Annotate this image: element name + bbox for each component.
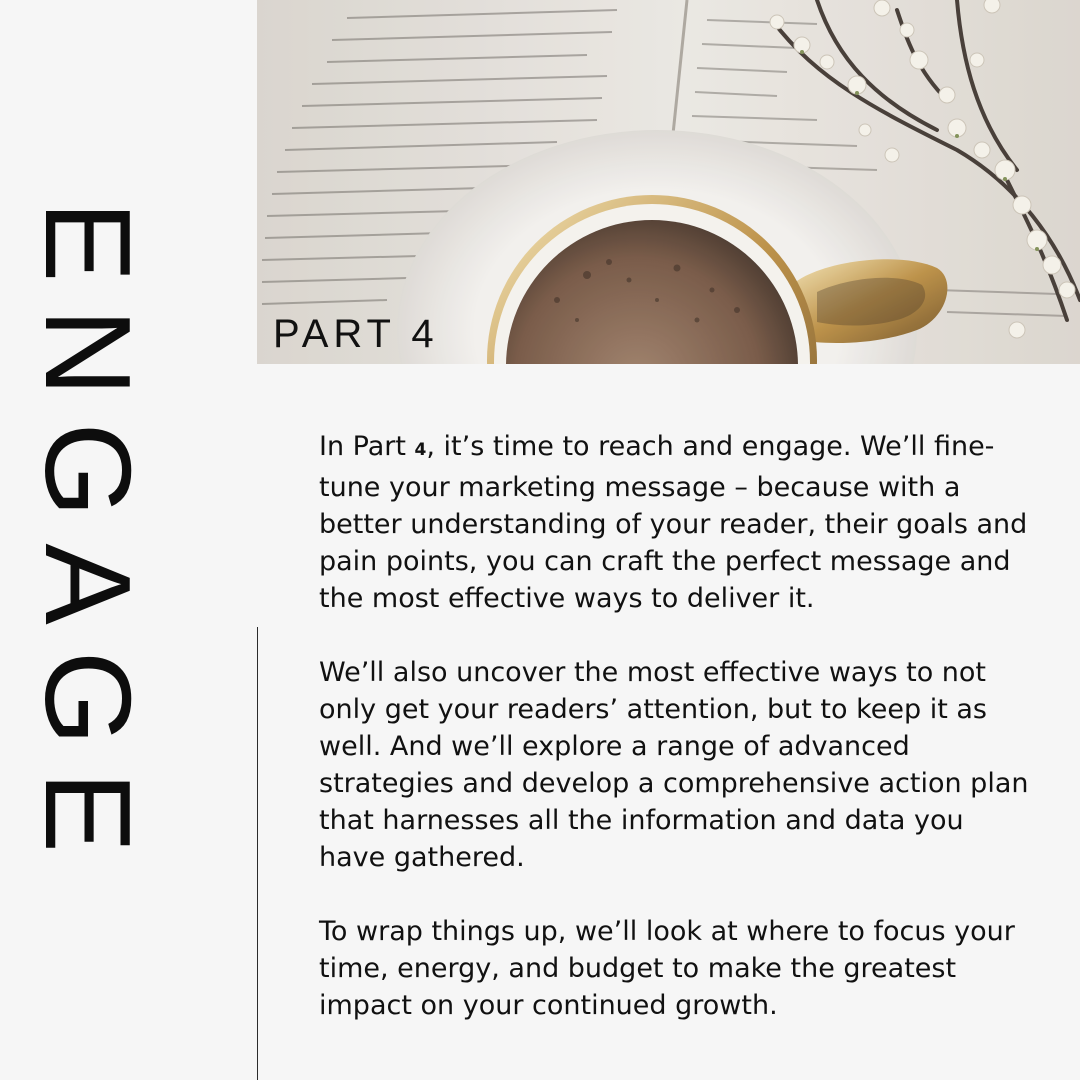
body-text	[319, 428, 1029, 1061]
vertical-title: ENGAGE	[20, 200, 156, 880]
paragraph-1: In Part 4, it’s time to reach and engage. We’ll fine-tune your marketing message – because with a better understanding of your reader, their goals and pain points, you can craft the perfect message and the most effective ways to deliver it.	[319, 431, 1028, 614]
vertical-divider	[257, 627, 258, 1080]
part-label: PART 4	[273, 312, 439, 356]
paragraph-3: To wrap things up, we’ll look at where to focus your time, energy, and budget to make the greatest impact on your continued growth.	[319, 916, 1015, 1021]
hero-image	[257, 0, 1080, 364]
hero-photo-illustration	[257, 0, 1080, 364]
paragraph-2: We’ll also uncover the most effective ways to not only get your readers’ attention, but to keep it as well. And we’ll explore a range of advanced strategies and develop a comprehensive action plan that harnesses all the information and data you have gathered.	[319, 657, 1029, 873]
